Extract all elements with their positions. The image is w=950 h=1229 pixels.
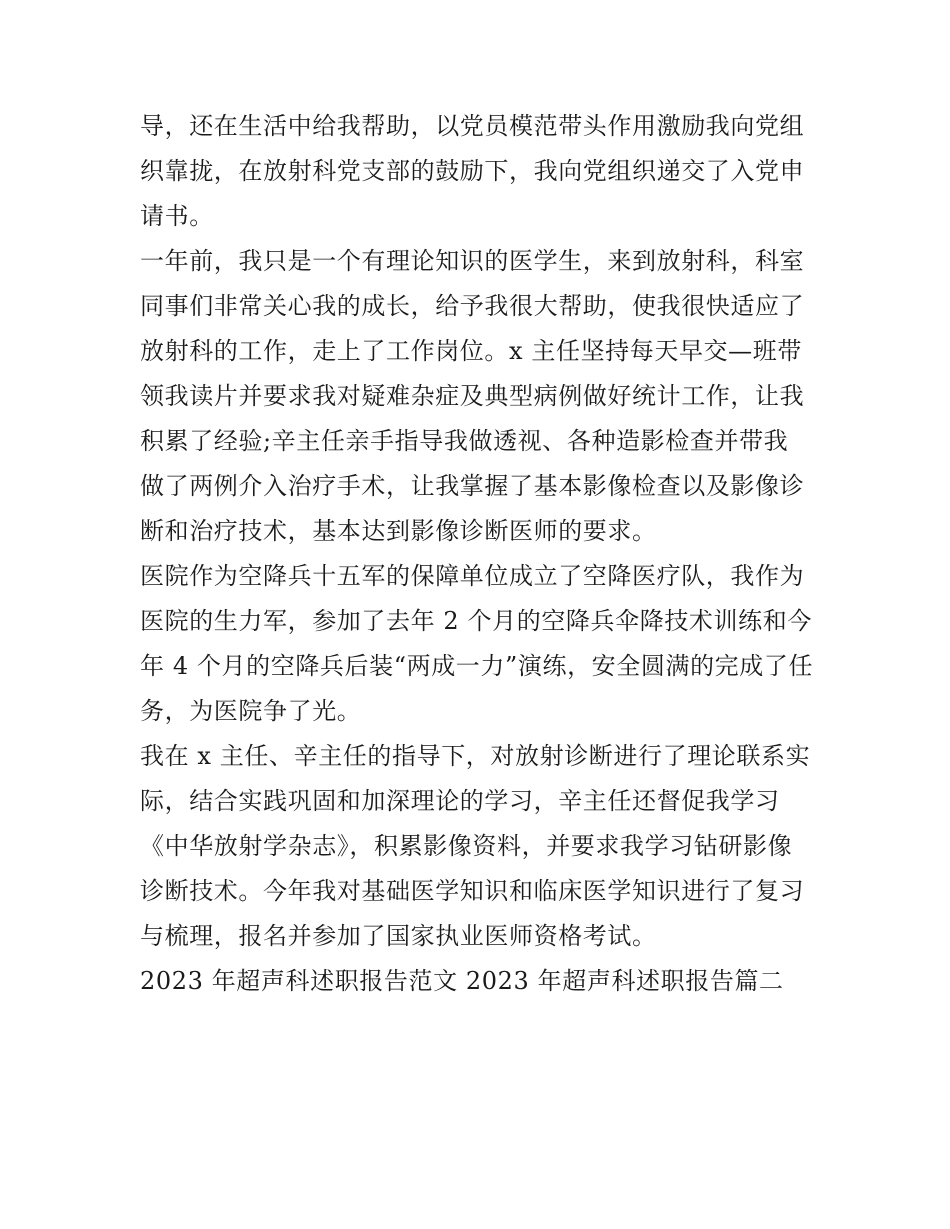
text-line-19: 与梳理，报名并参加了国家执业医师资格考试。	[140, 922, 657, 950]
text-line-06: 放射科的工作，走上了工作岗位。x 主任坚持每天早交—班带	[140, 337, 802, 365]
text-line-08: 积累了经验;辛主任亲手指导我做透视、各种造影检查并带我	[140, 427, 789, 455]
text-line-10: 断和治疗技术，基本达到影像诊断医师的要求。	[140, 517, 657, 545]
section-heading-line: 2023 年超声科述职报告范文 2023 年超声科述职报告篇二	[140, 967, 784, 995]
text-line-18: 诊断技术。今年我对基础医学知识和临床医学知识进行了复习	[140, 877, 805, 905]
text-line-17: 《中华放射学杂志》，积累影像资料，并要求我学习钻研影像	[140, 832, 793, 860]
text-line-12: 医院的生力军，参加了去年 2 个月的空降兵伞降技术训练和今	[140, 607, 812, 635]
text-line-02: 织靠拢，在放射科党支部的鼓励下，我向党组织递交了入党申	[140, 157, 805, 185]
text-line-04: 一年前，我只是一个有理论知识的医学生，来到放射科，科室	[140, 247, 805, 275]
text-line-09: 做了两例介入治疗手术，让我掌握了基本影像检查以及影像诊	[140, 472, 805, 500]
document-page	[140, 104, 820, 1004]
text-line-15: 我在 x 主任、辛主任的指导下，对放射诊断进行了理论联系实	[140, 742, 811, 770]
text-line-13: 年 4 个月的空降兵后装“两成一力”演练，安全圆满的完成了任	[140, 652, 814, 680]
text-line-03: 请书。	[140, 202, 214, 230]
text-line-16: 际，结合实践巩固和加深理论的学习，辛主任还督促我学习	[140, 787, 780, 815]
text-line-05: 同事们非常关心我的成长，给予我很大帮助，使我很快适应了	[140, 292, 805, 320]
text-line-01: 导，还在生活中给我帮助，以党员模范带头作用激励我向党组	[140, 112, 805, 140]
text-line-14: 务，为医院争了光。	[140, 697, 362, 725]
text-line-11: 医院作为空降兵十五军的保障单位成立了空降医疗队，我作为	[140, 562, 805, 590]
text-line-07: 领我读片并要求我对疑难杂症及典型病例做好统计工作，让我	[140, 382, 805, 410]
